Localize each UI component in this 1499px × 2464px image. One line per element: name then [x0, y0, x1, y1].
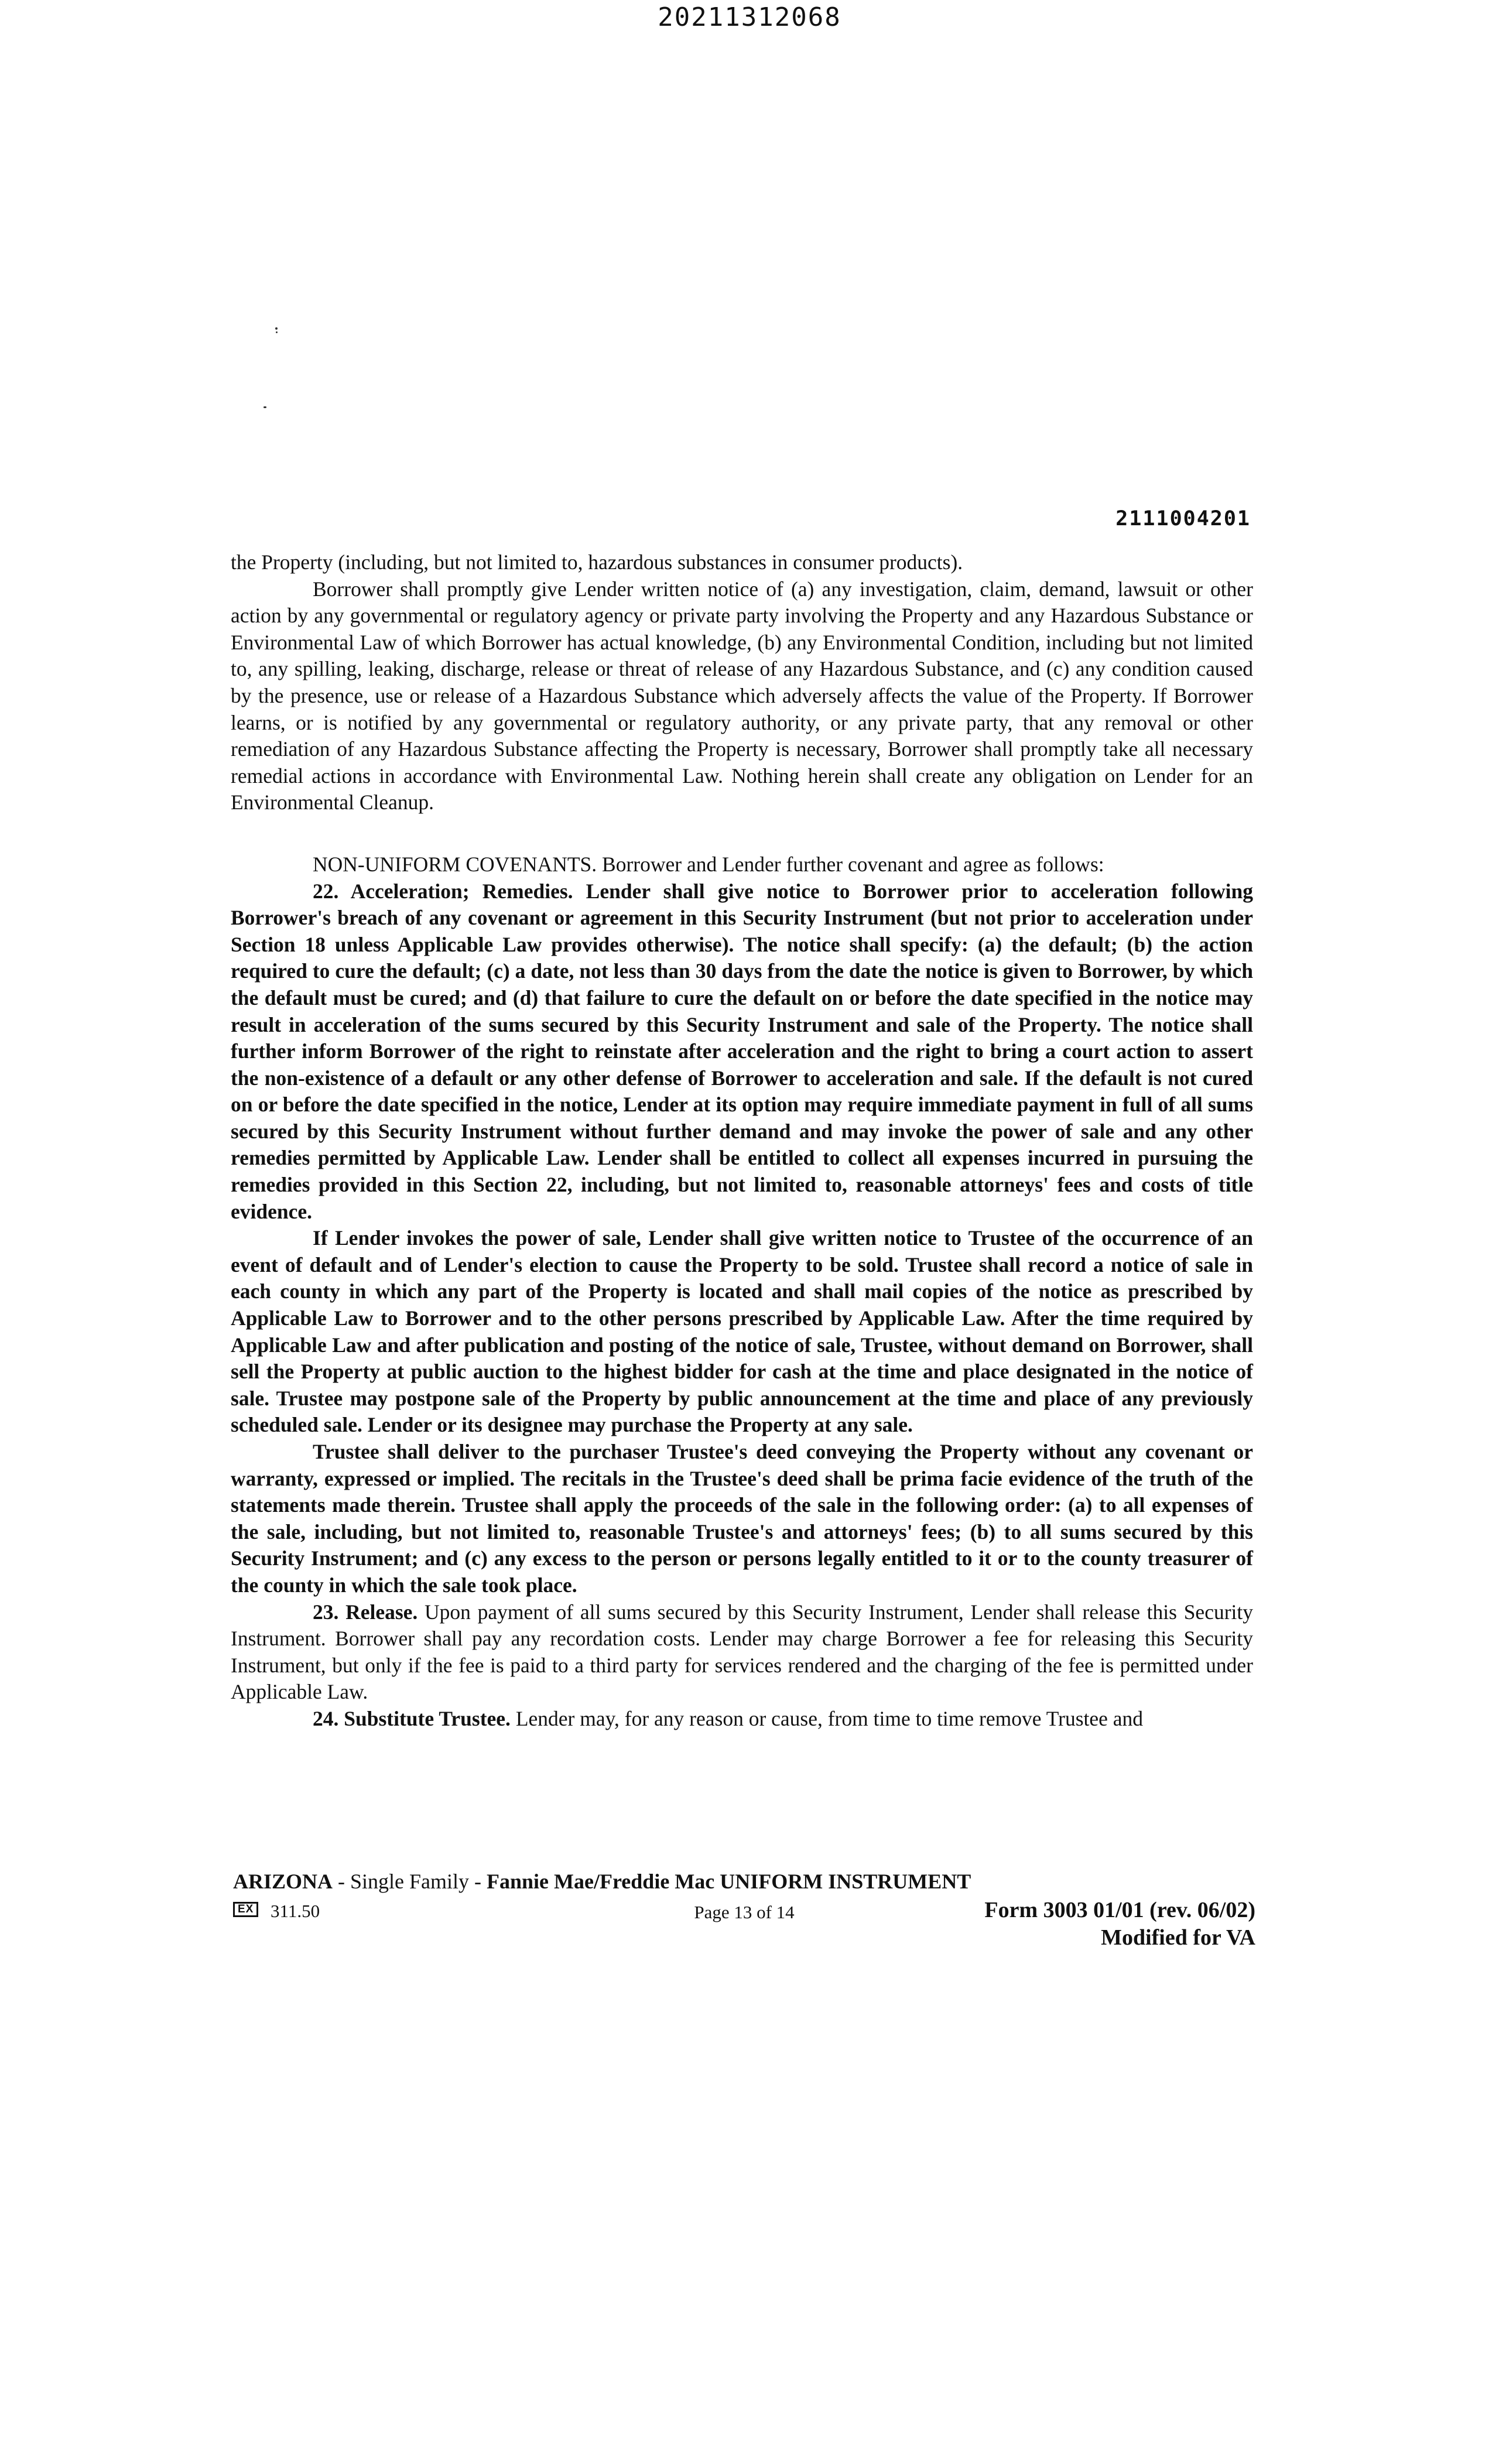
paragraph-borrower-notice: Borrower shall promptly give Lender written notice of (a) any investigation, claim, demand, lawsuit or other action by any governmental or regulatory agency or private party involving the Property and any Hazardous Substance or Environmental Law of which Borrower has actual knowledge, (b) any Environmental Condition, including but not limited to, any spilling, leaking, discharge, release or threat of release of any Hazardous Substance, and (c) any condition caused by the presence, use or release of a Hazardous Substance which adversely affects the value of the Property. If Borrower learns, or is notified by any governmental or regulatory authority, or any private party, that any removal or other remediation of any Hazardous Substance affecting the Property is necessary, Borrower shall promptly take all necessary remedial actions in accordance with Environmental Law. Nothing herein shall create any obligation on Lender for an Environmental Cleanup. — [231, 577, 1253, 815]
footer-state: ARIZONA — [233, 1870, 333, 1893]
release-heading: 23. Release. — [313, 1600, 418, 1624]
paragraph-power-of-sale: If Lender invokes the power of sale, Lender shall give written notice to Trustee of the occurrence of an event of default and of Lender's election to cause the Property to be sold. Trustee shall record a notice of sale in each county in which any part of the Property is located and shall mail copies of the notice as prescribed by Applicable Law to Borrower and to the other persons prescribed by Applicable Law. After the time required by Applicable Law and after publication and posting of the notice of sale, Trustee, without demand on Borrower, shall sell the Property at public auction to the highest bidder for cash at the time and place designated in the notice of sale. Trustee may postpone sale of the Property by public announcement at the time and place of any previously scheduled sale. Lender or its designee may purchase the Property at any sale. — [231, 1226, 1253, 1437]
scan-speck — [263, 406, 266, 408]
footer-page-number: Page 13 of 14 — [694, 1902, 795, 1922]
ex-logo-icon: EX — [233, 1902, 258, 1917]
page-footer — [233, 1868, 1255, 1951]
scan-speck — [275, 327, 278, 330]
paragraph-trustee-deed: Trustee shall deliver to the purchaser Trustee's deed conveying the Property without any covenant or warranty, expressed or implied. The recitals in the Trustee's deed shall be prima facie evidence of the truth of the statements made therein. Trustee shall apply the proceeds of the sale in the following order: (a) to all expenses of the sale, including, but not limited to, reasonable Trustee's and attorneys' fees; (b) to all sums secured by this Security Instrument; and (c) any excess to the person or persons legally entitled to it or to the county treasurer of the county in which the sale took place. — [231, 1440, 1253, 1597]
footer-form-code: 311.50 — [271, 1901, 320, 1921]
substitute-trustee-text: Lender may, for any reason or cause, from time to time remove Trustee and — [510, 1706, 1144, 1730]
recording-number: 20211312068 — [658, 2, 841, 32]
scan-speck — [276, 331, 278, 333]
loan-number: 2111004201 — [1115, 507, 1251, 531]
footer-row — [233, 1897, 1255, 1924]
substitute-trustee-heading: 24. Substitute Trustee. — [313, 1706, 511, 1730]
footer-title — [233, 1868, 1255, 1895]
release-text: Upon payment of all sums secured by this Security Instrument, Lender shall release this Security Instrument. Borrower shall pay any recordation costs. Lender may charge Borrower a fee for releasing this Security Instrument, but only if the fee is paid to a third party for services rendered and the charging of the fee is permitted under Applicable Law. — [231, 1600, 1253, 1704]
footer-separator: - Single Family - — [333, 1870, 487, 1893]
footer-form-number: Form 3003 01/01 (rev. 06/02) — [984, 1898, 1255, 1922]
paragraph-substitute-trustee — [231, 1706, 1253, 1733]
footer-instrument: Fannie Mae/Freddie Mac UNIFORM INSTRUMENT — [487, 1870, 971, 1893]
paragraph-release — [231, 1599, 1253, 1706]
paragraph-acceleration-remedies: 22. Acceleration; Remedies. Lender shall give notice to Borrower prior to acceleration following Borrower's breach of any covenant or agreement in this Security Instrument (but not prior to acceleration under Section 18 unless Applicable Law provides otherwise). The notice shall specify: (a) the default; (b) the action required to cure the default; (c) a date, not less than 30 days from the date the notice is given to Borrower, by which the default must be cured; and (d) that failure to cure the default on or before the date specified in the notice may result in acceleration of the sums secured by this Security Instrument and sale of the Property. The notice shall further inform Borrower of the right to reinstate after acceleration and the right to bring a court action to assert the non-existence of a default or any other defense of Borrower to acceleration and sale. If the default is not cured on or before the date specified in the notice, Lender at its option may require immediate payment in full of all sums secured by this Security Instrument without further demand and may invoke the power of sale and any other remedies permitted by Applicable Law. Lender shall be entitled to collect all expenses incurred in pursuing the remedies provided in this Section 22, including, but not limited to, reasonable attorneys' fees and costs of title evidence. — [231, 879, 1253, 1223]
document-body — [231, 549, 1253, 1733]
paragraph-property-continuation: the Property (including, but not limited to, hazardous substances in consumer products). — [231, 550, 963, 574]
paragraph-non-uniform-covenants: NON-UNIFORM COVENANTS. Borrower and Lender further covenant and agree as follows: — [313, 852, 1104, 876]
footer-modified: Modified for VA — [1101, 1925, 1255, 1950]
